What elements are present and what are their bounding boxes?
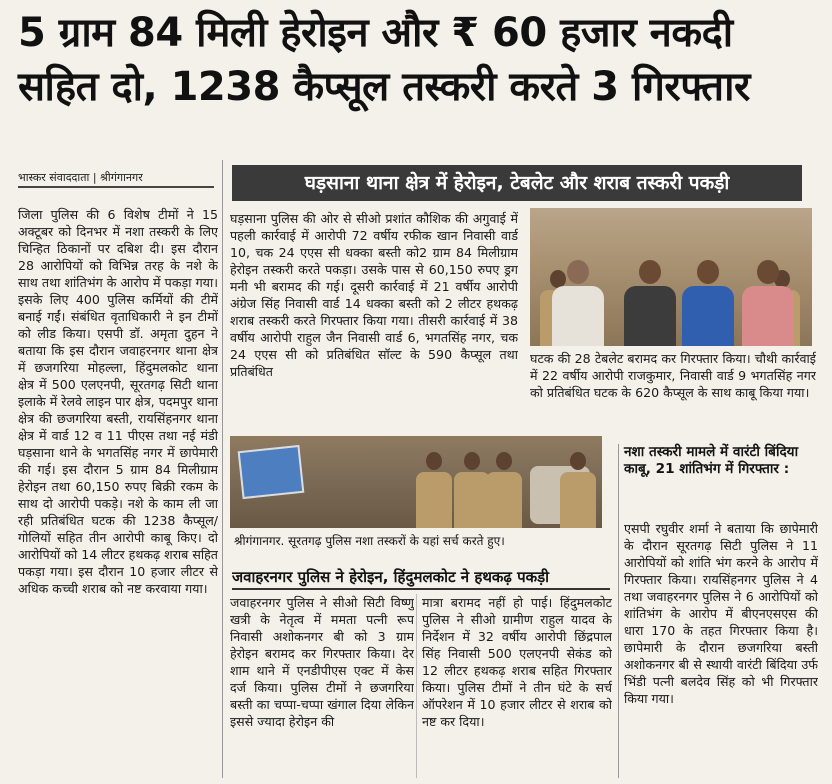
section-heading-ghadsana: घड़साना थाना क्षेत्र में हेरोइन, टेबलेट और शराब तस्करी पकड़ी (232, 165, 802, 201)
accused-figure (740, 260, 796, 346)
jawaharnagar-article-col-1: जवाहरनगर पुलिस ने सीओ सिटी विष्णु खत्री के नेतृत्व में ममता पत्नी रूप निवासी अशोकनगर बी को 3 ग्राम हेरोइन बरामद कर गिरफ्तार किया। देर शाम थाने में एनडीपीएस एक्ट में केस दर्ज किया। पुलिस टीमों ने छजगरिया बस्ती का चप्पा-चप्पा खंगाल दिया लेकिन इससे ज्यादा हेरोइन की (230, 595, 414, 729)
police-officer-figure (558, 452, 598, 528)
ghadsana-article-body: घड़साना पुलिस की ओर से सीओ प्रशांत कौशिक की अगुवाई में पहली कार्रवाई में आरोपी 72 वर्षीय रफीक खान निवासी वार्ड 10, चक 24 एएस सी धक्का बस्ती को2 ग्राम 84 मिलीग्राम हेरोइन तस्करी करते पकड़ा। उसके पास से 60,150 रुपए ड्रग मनी भी बरामद की गई। दूसरी कार्रवाई में 21 वर्षीय आरोपी अंग्रेज सिंह निवासी वार्ड 14 धक्का बस्ती को 2 लीटर हथकढ़ शराब तस्करी करते गिरफ्तार किया गया। तीसरी कार्रवाई में 38 वर्षीय आरोपी राहुल जैन निवासी वार्ड 6, भगतसिंह नगर, चक 24 एएस सी को प्रतिबंधित सॉल्ट के 590 कैप्सूल तथा प्रतिबंधित (230, 211, 518, 379)
section-heading-underline (232, 588, 610, 590)
column-divider (416, 594, 417, 778)
accused-figure (550, 260, 606, 346)
section-heading-jawaharnagar: जवाहरनगर पुलिस ने हेरोइन, हिंदुमलकोट ने हथकढ़ पकड़ी (232, 568, 550, 586)
sidebar-article-body: एसपी रघुवीर शर्मा ने बताया कि छापेमारी के दौरान सूरतगढ़ सिटी पुलिस ने 11 आरोपियों को शांति भंग करने के आरोप में गिरफ्तार किया। रायसिंहनगर पुलिस ने 4 तथा जवाहरनगर पुलिस ने 6 आरोपियों को शांतिभंग के आरोप में बीएनएसएस की धारा 170 के तहत गिरफ्तार किया है। छापेमारी के दौरान छजगरिया बस्ती अशोकनगर बी से स्थायी वारंटी बिंदिया उर्फ भिंडी पत्नी बलदेव सिंह को भी गिरफ्तार किया गया। (624, 521, 818, 706)
sidebar-heading: नशा तस्करी मामले में वारंटी बिंदिया काबू, 21 शांतिभंग में गिरफ्तार : (624, 444, 799, 477)
arrested-accused-photo (530, 208, 812, 346)
headline-line-1: 5 ग्राम 84 मिली हेरोइन और ₹ 60 हजार नकदी (18, 10, 733, 56)
headline-line-2: सहित दो, 1238 कैप्सूल तस्करी करते 3 गिरफ्तार (18, 64, 750, 110)
byline-divider (18, 186, 214, 188)
banner-sign (238, 445, 305, 499)
police-officer-figure (484, 452, 524, 528)
main-headline (18, 6, 818, 114)
photo-caption: श्रीगंगानगर. सूरतगढ़ पुलिस नशा तस्करों के यहां सर्च करते हुए। (234, 534, 505, 548)
suratgarh-search-photo (230, 436, 602, 528)
left-column-article: जिला पुलिस की 6 विशेष टीमों ने 15 अक्टूबर को दिनभर में नशा तस्करी के लिए चिन्हित ठिकानों पर दबिश दी। इस दौरान 28 आरोपियों को विभिन्न तरह के नशे के साथ तथा शांतिभंग के आरोप में पकड़ा गया। इसके लिए 400 पुलिस कर्मियों की टीमें बनाई गईं। संबंधित वृताधिकारी ने इन टीमों को लीड किया। एसपी डॉ. अमृता दुहन ने बताया कि इस दौरान जवाहरनगर थाना क्षेत्र में छजगरिया मोहल्ला, हिंदुमलकोट थाना क्षेत्र में 500 एलएनपी, सूरतगढ़ सिटी थाना इलाके में रेलवे लाइन पार क्षेत्र, पदमपुर थाना क्षेत्र की छजगरिया बस्ती, रायसिंहनगर थाना क्षेत्र में वार्ड 12 व 11 पीएस तथा नई मंडी घड़साना थाने के भगतसिंह नगर में छापेमारी की गई। इस दौरान 5 ग्राम 84 मिलीग्राम हेरोइन तथा 60,150 रुपए बिक्री रकम के साथ दो आरोपी पकड़े। नशे के काम ली जा रही प्रतिबंधित घटक की 1238 कैप्सूल/गोलियों सहित तीन आरोपी काबू किए। दो आरोपियों को 14 लीटर हथकढ़ शराब सहित पकड़ा गया। इस दौरान 10 हजार लीटर से अधिक कच्ची शराब को नष्ट करवाया गया। (18, 207, 218, 596)
police-officer-figure (414, 452, 454, 528)
jawaharnagar-article-col-2: मात्रा बरामद नहीं हो पाई। हिंदुमलकोट पुलिस ने सीओ ग्रामीण राहुल यादव के निर्देशन में 32 वर्षीय आरोपी छिंद्रपाल सिंह निवासी 500 एलएनपी सेकंड को 12 लीटर हथकढ़ शराब सहित गिरफ्तार किया। पुलिस टीमों ने तीन घंटे के सर्च ऑपरेशन में 10 हजार लीटर से शराब को नष्ट कर दिया। (422, 595, 612, 729)
accused-figure (622, 260, 678, 346)
column-divider (222, 160, 223, 778)
byline: भास्कर संवाददाता | श्रीगंगानगर (18, 171, 143, 184)
ghadsana-article-continuation: घटक की 28 टेबलेट बरामद कर गिरफ्तार किया। चौथी कार्रवाई में 22 वर्षीय आरोपी राजकुमार, निवासी वार्ड 9 भगतसिंह नगर को प्रतिबंधित घटक के 620 कैप्सूल के साथ काबू किया गया। (530, 351, 816, 400)
sidebar-divider (618, 444, 619, 778)
accused-figure (680, 260, 736, 346)
